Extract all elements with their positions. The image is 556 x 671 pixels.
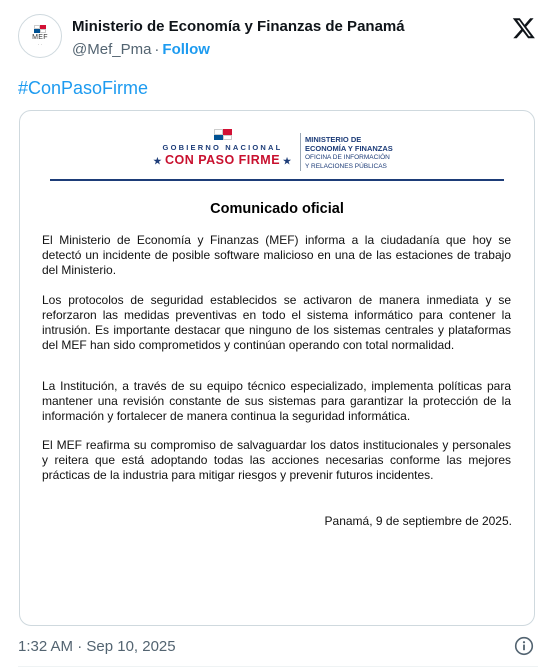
info-icon[interactable] [514, 636, 534, 656]
star-icon: ★ [153, 156, 165, 166]
paragraph-4: El MEF reafirma su compromiso de salvaguardar los datos institucionales y personales y reitera que está adoptando todas las acciones necesarias conforme las mejores prácticas de la industria para mitigar riesgos y prevenir futuros incidentes. [42, 438, 511, 482]
header-rule [50, 179, 504, 181]
document-header [20, 129, 534, 177]
separator-dot: · [154, 41, 160, 58]
avatar-dots: · · [37, 41, 43, 48]
handle-row [72, 41, 210, 58]
avatar-label: MEF [32, 33, 48, 41]
display-name[interactable]: Ministerio de Economía y Finanzas de Panamá [72, 18, 405, 35]
document-title: Comunicado oficial [210, 201, 344, 217]
follow-button[interactable]: Follow [162, 41, 210, 58]
ministry-logo [305, 135, 445, 171]
header-divider [300, 133, 301, 171]
paragraph-2: Los protocolos de seguridad establecidos se activaron de manera inmediata y se reforzaron las medidas preventivas en todo el sistema informático para contener la intrusión. Es importante destacar que ninguno de los sistemas centrales y plataformas del MEF han sido comprometidos y continúan operando con total normalidad. [42, 293, 511, 352]
paragraph-1: El Ministerio de Economía y Finanzas (MEF) informa a la ciudadanía que hoy se detectó un incidente de posible software malicioso en una de las estaciones de trabajo del Ministerio. [42, 233, 511, 277]
office-line-2: Y RELACIONES PÚBLICAS [305, 163, 387, 170]
avatar[interactable] [18, 14, 62, 58]
tweet-header [18, 14, 538, 66]
panama-flag-icon [34, 25, 46, 33]
ministry-line-2: ECONOMÍA Y FINANZAS [305, 144, 393, 153]
logo-top-text: GOBIERNO NACIONAL [162, 143, 283, 152]
user-handle[interactable]: @Mef_Pma [72, 41, 152, 58]
logo-main-text: ★ CON PASO FIRME ★ [153, 153, 292, 167]
paragraph-3: La Institución, a través de su equipo técnico especializado, implementa políticas para mantener una revisión constante de sus sistemas para garantizar la protección de la información y fortalecer de manera continua la seguridad informática. [42, 379, 511, 423]
gobierno-nacional-logo [150, 129, 295, 167]
divider [18, 666, 538, 667]
office-line-1: OFICINA DE INFORMACIÓN [305, 154, 390, 161]
x-logo-icon[interactable] [512, 16, 536, 40]
tweet-timestamp[interactable]: 1:32 AM · Sep 10, 2025 [18, 638, 176, 655]
official-statement-document [20, 111, 534, 625]
document-date: Panamá, 9 de septiembre de 2025. [324, 514, 512, 528]
ministry-line-1: MINISTERIO DE [305, 135, 362, 144]
panama-flag-icon [214, 129, 232, 140]
star-icon: ★ [280, 156, 292, 166]
hashtag-link[interactable]: #ConPasoFirme [18, 78, 149, 98]
tweet-image[interactable] [19, 110, 535, 626]
